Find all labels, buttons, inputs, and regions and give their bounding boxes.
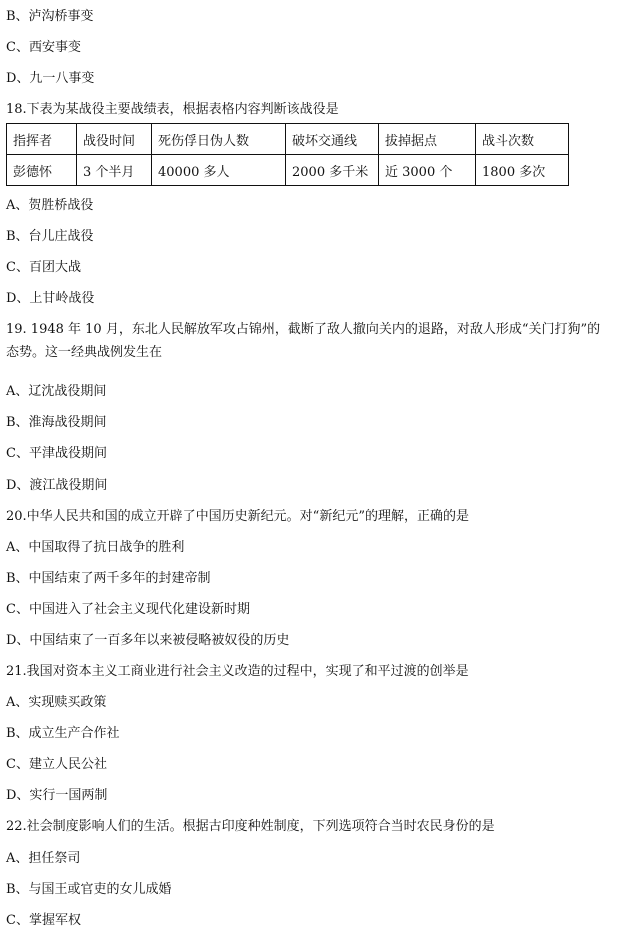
table-header-cell: 指挥者 [7, 124, 77, 155]
q20-option-d: D、中国结束了一百多年以来被侵略被奴役的历史 [6, 633, 290, 648]
q17-option-c: C、西安事变 [6, 40, 81, 55]
q19-option-a: A、辽沈战役期间 [6, 384, 107, 399]
q21-option-d: D、实行一国两制 [6, 788, 108, 803]
q20-option-b: B、中国结束了两千多年的封建帝制 [6, 571, 211, 586]
q22-option-a: A、担任祭司 [6, 851, 81, 866]
table-header-cell: 战役时间 [77, 124, 152, 155]
table-row [7, 155, 569, 186]
table-header-cell: 破坏交通线 [286, 124, 379, 155]
q20-stem: 20.中华人民共和国的成立开辟了中国历史新纪元。对“新纪元”的理解，正确的是 [6, 509, 469, 524]
q20-option-a: A、中国取得了抗日战争的胜利 [6, 540, 185, 555]
q19-option-d: D、渡江战役期间 [6, 478, 108, 493]
q19-stem: 19. 1948 年 10 月，东北人民解放军攻占锦州，截断了敌人撤向关内的退路，对敌人形成“关门打狗”的态势。这一经典战例发生在 [6, 322, 601, 360]
q21-option-c: C、建立人民公社 [6, 757, 107, 772]
q20-option-c: C、中国进入了社会主义现代化建设新时期 [6, 602, 250, 617]
q18-stem: 18.下表为某战役主要战绩表，根据表格内容判断该战役是 [6, 102, 339, 117]
table-header-row [7, 124, 569, 155]
q19-option-b: B、淮海战役期间 [6, 415, 107, 430]
q18-option-c: C、百团大战 [6, 260, 81, 275]
table-cell: 彭德怀 [7, 155, 77, 186]
q18-option-a: A、贺胜桥战役 [6, 198, 94, 213]
table-header-cell: 死伤俘日伪人数 [152, 124, 286, 155]
q18-option-b: B、台儿庄战役 [6, 229, 94, 244]
table-header-cell: 拔掉据点 [379, 124, 476, 155]
table-header-cell: 战斗次数 [476, 124, 569, 155]
q18-option-d: D、上甘岭战役 [6, 291, 95, 306]
table-cell: 40000 多人 [152, 155, 286, 186]
q22-option-b: B、与国王或官吏的女儿成婚 [6, 882, 172, 897]
q22-option-c: C、掌握军权 [6, 913, 81, 928]
q17-option-b: B、泸沟桥事变 [6, 9, 94, 24]
table-cell: 1800 多次 [476, 155, 569, 186]
table-cell: 3 个半月 [77, 155, 152, 186]
q19-option-c: C、平津战役期间 [6, 446, 107, 461]
q17-option-d: D、九一八事变 [6, 71, 95, 86]
q21-option-b: B、成立生产合作社 [6, 726, 120, 741]
q21-option-a: A、实现赎买政策 [6, 695, 107, 710]
table-cell: 近 3000 个 [379, 155, 476, 186]
q21-stem: 21.我国对资本主义工商业进行社会主义改造的过程中，实现了和平过渡的创举是 [6, 664, 469, 679]
q22-stem: 22.社会制度影响人们的生活。根据古印度种姓制度，下列选项符合当时农民身份的是 [6, 819, 495, 834]
table-cell: 2000 多千米 [286, 155, 379, 186]
battle-record-table [6, 123, 569, 186]
